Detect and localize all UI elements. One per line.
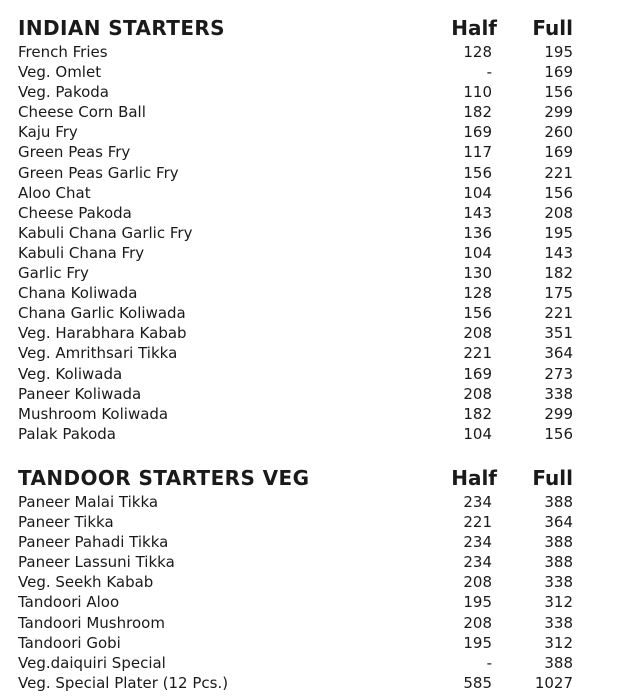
item-name: Mushroom Koliwada [18,404,169,423]
section-indian-starters [0,14,619,444]
half-price: 195 [463,633,492,652]
menu-item-row [0,404,619,424]
half-price: 117 [463,143,492,162]
item-name: Palak Pakoda [18,424,116,443]
full-price: 156 [544,424,573,443]
item-name: Kabuli Chana Fry [18,243,145,262]
half-price: - [486,63,492,82]
item-name: Kabuli Chana Garlic Fry [18,223,193,242]
item-name: Paneer Malai Tikka [18,493,159,511]
menu-item-row [0,102,619,122]
item-name: Green Peas Garlic Fry [18,163,179,182]
section-title: TANDOOR STARTERS VEG [18,466,310,490]
half-price: 104 [463,243,492,262]
menu-item-row [0,283,619,303]
menu-item-row [0,42,619,62]
full-price: 338 [544,573,573,592]
half-price: 136 [463,223,492,242]
full-price: 1027 [534,673,573,692]
item-name: Chana Garlic Koliwada [18,304,186,323]
full-price: 169 [544,143,573,162]
item-name: Tandoori Gobi [18,633,121,652]
full-price: 338 [544,384,573,403]
half-price: 169 [463,364,492,383]
menu-item-row [0,82,619,102]
item-name: Veg. Omlet [18,63,102,82]
item-name: Tandoori Aloo [18,593,120,612]
full-price: 388 [544,553,573,572]
menu-item-row [0,532,619,552]
item-list [0,42,619,444]
full-price: 143 [544,243,573,262]
full-price: 208 [544,203,573,222]
menu-item-row [0,424,619,444]
menu-item-row [0,572,619,592]
full-price: 260 [544,123,573,142]
item-name: Garlic Fry [18,264,89,283]
full-price: 388 [544,493,573,511]
half-price: 195 [463,593,492,612]
half-price: 128 [463,43,492,61]
item-name: Green Peas Fry [18,143,131,162]
item-name: Aloo Chat [18,183,91,202]
half-price: 156 [463,304,492,323]
full-price: 156 [544,83,573,102]
section-title: INDIAN STARTERS [18,16,225,40]
section-header [0,14,619,42]
full-price: 221 [544,163,573,182]
half-price: 182 [463,103,492,122]
menu-item-row [0,62,619,82]
full-price: 156 [544,183,573,202]
half-price: 234 [463,553,492,572]
item-name: Veg. Harabhara Kabab [18,324,187,343]
item-name: Veg. Amrithsari Tikka [18,344,178,363]
half-price: 221 [463,344,492,363]
menu-item-row [0,492,619,512]
half-price: 208 [463,573,492,592]
item-name: Veg. Pakoda [18,83,109,102]
half-price: 110 [463,83,492,102]
full-price: 273 [544,364,573,383]
full-price: 364 [544,513,573,532]
half-price: 208 [463,384,492,403]
full-price: 364 [544,344,573,363]
item-name: Cheese Pakoda [18,203,132,222]
full-price: 388 [544,533,573,552]
half-price: 234 [463,533,492,552]
menu-item-row [0,673,619,693]
full-price: 175 [544,284,573,303]
menu-item-row [0,263,619,283]
item-name: Paneer Pahadi Tikka [18,533,169,552]
half-price: 128 [463,284,492,303]
menu-item-row [0,592,619,612]
full-price: 195 [544,43,573,61]
full-price: 182 [544,264,573,283]
item-name: Chana Koliwada [18,284,138,303]
item-name: French Fries [18,43,108,61]
menu-item-row [0,512,619,532]
full-column-header: Full [532,16,573,40]
half-price: 104 [463,183,492,202]
half-price: 182 [463,404,492,423]
full-price: 312 [544,633,573,652]
half-price: 208 [463,613,492,632]
item-list [0,492,619,693]
item-name: Paneer Lassuni Tikka [18,553,175,572]
full-price: 299 [544,404,573,423]
menu-item-row [0,203,619,223]
menu-item-row [0,243,619,263]
item-name: Kaju Fry [18,123,78,142]
menu-item-row [0,613,619,633]
full-price: 169 [544,63,573,82]
full-price: 312 [544,593,573,612]
menu-item-row [0,323,619,343]
section-header [0,464,619,492]
half-price: 221 [463,513,492,532]
half-column-header: Half [451,466,497,490]
menu-item-row [0,223,619,243]
half-price: 104 [463,424,492,443]
full-price: 299 [544,103,573,122]
menu-item-row [0,142,619,162]
menu-item-row [0,384,619,404]
full-column-header: Full [532,466,573,490]
section-tandoor-starters-veg [0,464,619,693]
half-price: 234 [463,493,492,511]
half-price: 130 [463,264,492,283]
menu-item-row [0,122,619,142]
half-price: 585 [463,673,492,692]
item-name: Veg. Special Plater (12 Pcs.) [18,673,229,692]
half-price: 143 [463,203,492,222]
item-name: Veg. Koliwada [18,364,123,383]
full-price: 338 [544,613,573,632]
item-name: Veg.daiquiri Special [18,653,166,672]
menu-item-row [0,343,619,363]
full-price: 388 [544,653,573,672]
item-name: Cheese Corn Ball [18,103,146,122]
half-price: 156 [463,163,492,182]
item-name: Veg. Seekh Kabab [18,573,154,592]
item-name: Tandoori Mushroom [18,613,165,632]
menu-item-row [0,183,619,203]
menu-item-row [0,163,619,183]
half-price: 208 [463,324,492,343]
half-column-header: Half [451,16,497,40]
menu-item-row [0,633,619,653]
item-name: Paneer Tikka [18,513,114,532]
menu-item-row [0,364,619,384]
half-price: 169 [463,123,492,142]
half-price: - [486,653,492,672]
full-price: 221 [544,304,573,323]
menu-item-row [0,303,619,323]
menu-item-row [0,552,619,572]
menu-item-row [0,653,619,673]
full-price: 351 [544,324,573,343]
full-price: 195 [544,223,573,242]
item-name: Paneer Koliwada [18,384,142,403]
